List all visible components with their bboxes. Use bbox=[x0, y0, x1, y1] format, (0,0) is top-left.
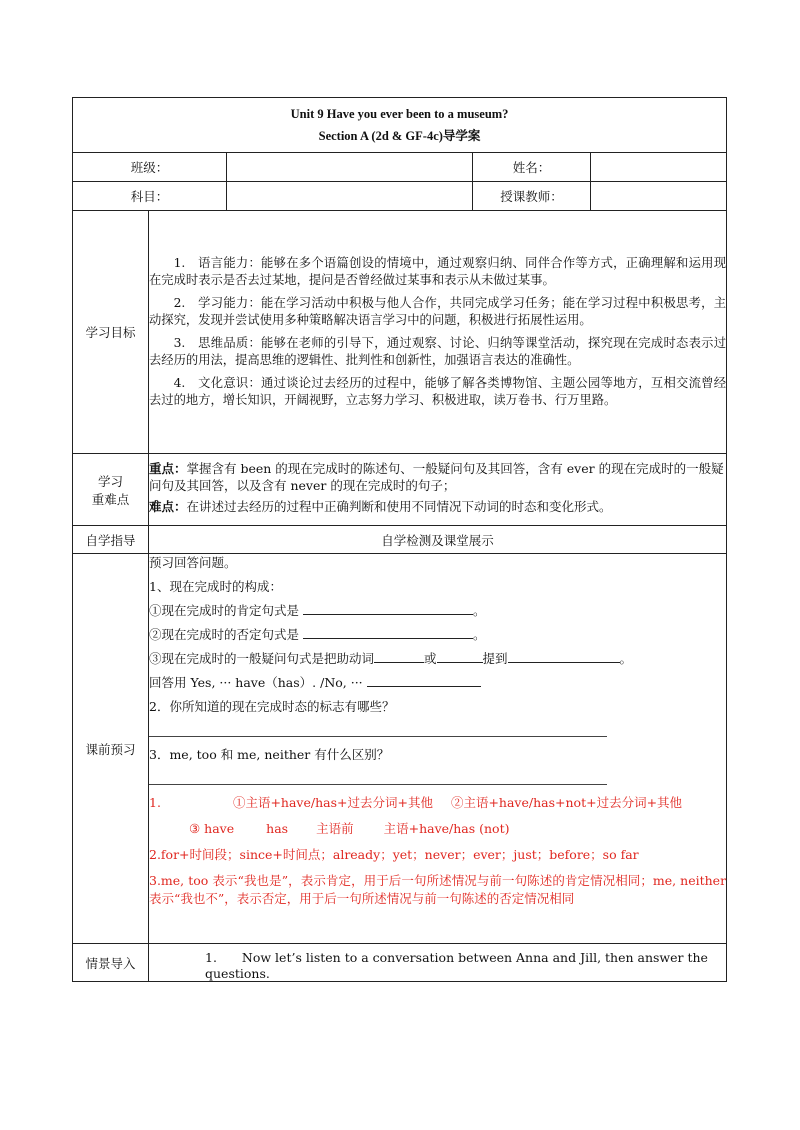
keypoints-content bbox=[149, 454, 727, 526]
question-1a-text: ①现在完成时的肯定句式是 bbox=[149, 603, 300, 618]
subject-label: 科目： bbox=[73, 182, 227, 211]
scene-label: 情景导入 bbox=[73, 944, 149, 982]
name-field[interactable] bbox=[591, 153, 727, 182]
question-1d bbox=[149, 674, 726, 691]
answer-1-part-4: has bbox=[266, 821, 289, 836]
guide-row bbox=[73, 526, 727, 554]
answer-2: 2.for+时间段；since+时间点；already；yet；never；ever；just；before；so far bbox=[149, 847, 639, 862]
answer-1-line-2 bbox=[149, 820, 726, 837]
focus-label: 重点： bbox=[149, 461, 187, 476]
difficulty-paragraph bbox=[149, 498, 726, 515]
title-line-1: Unit 9 Have you ever been to a museum? bbox=[290, 107, 509, 121]
worksheet-page bbox=[72, 97, 726, 982]
answer-blank-1c-1[interactable] bbox=[374, 650, 424, 663]
difficulty-label: 难点： bbox=[149, 499, 187, 514]
preview-intro: 预习回答问题。 bbox=[149, 555, 237, 570]
info-row-2 bbox=[73, 182, 727, 211]
title-line-2: Section A (2d & GF-4c)导学案 bbox=[318, 129, 481, 143]
question-1c-text: ③现在完成时的一般疑问句式是把助动词 bbox=[149, 651, 375, 666]
keypoints-row bbox=[73, 454, 727, 526]
answer-blank-1a[interactable] bbox=[303, 602, 473, 615]
period-1b: 。 bbox=[473, 627, 486, 642]
teacher-label: 授课教师： bbox=[473, 182, 591, 211]
class-field[interactable] bbox=[227, 153, 473, 182]
answer-1-part-5: 主语前 bbox=[316, 821, 354, 836]
answer-3: 3.me, too 表示“我也是”，表示肯定，用于后一句所述情况与前一句陈述的肯定情况相同；me, neither 表示“我也不”，表示否定，用于后一句所述情况与前一句陈述的否定情况相同 bbox=[149, 873, 727, 906]
answer-blank-1c-3[interactable] bbox=[508, 650, 620, 663]
answer-1-num: 1. bbox=[149, 795, 161, 810]
guide-header: 自学检测及课堂展示 bbox=[149, 526, 727, 554]
answer-1-part-1: ①主语+have/has+过去分词+其他 bbox=[232, 795, 433, 810]
keypoints-label bbox=[73, 454, 149, 526]
question-2: 2．你所知道的现在完成时态的标志有哪些？ bbox=[149, 699, 395, 714]
keypoints-label-line-2: 重难点 bbox=[91, 491, 130, 507]
objectives-label: 学习目标 bbox=[73, 211, 149, 454]
name-label: 姓名： bbox=[473, 153, 591, 182]
objective-item-4: 4. 文化意识：通过谈论过去经历的过程中，能够了解各类博物馆、主题公园等地方，互相交流曾经去过的地方，增长知识，开阔视野，立志努力学习、积极进取，读万卷书、行万里路。 bbox=[149, 376, 727, 407]
period-1c: 。 bbox=[619, 651, 633, 666]
question-1: 1、现在完成时的构成： bbox=[149, 579, 282, 594]
period-1a: 。 bbox=[473, 603, 486, 618]
answer-blank-1d[interactable] bbox=[367, 674, 481, 687]
question-1a bbox=[149, 602, 726, 619]
preview-row bbox=[73, 554, 727, 944]
objective-item-1: 1. 语言能力：能够在多个语篇创设的情境中，通过观察归纳、同伴合作等方式，正确理解和运用现在完成时表示是否去过某地，提问是否曾经做过某事和表示从未做过某事。 bbox=[149, 256, 727, 287]
question-1b-text: ②现在完成时的否定句式是 bbox=[149, 627, 300, 642]
scene-row bbox=[73, 944, 727, 982]
subject-field[interactable] bbox=[227, 182, 473, 211]
question-1c-or: 或 bbox=[424, 651, 437, 666]
scene-content: 1. Now let’s listen to a conversation between Anna and Jill, then answer the questions. bbox=[149, 944, 727, 982]
keypoints-label-line-1: 学习 bbox=[97, 473, 123, 489]
answer-blank-1b[interactable] bbox=[303, 626, 473, 639]
preview-label: 课前预习 bbox=[73, 554, 149, 944]
focus-paragraph bbox=[149, 460, 726, 494]
preview-content bbox=[149, 554, 727, 944]
question-1c bbox=[149, 650, 726, 667]
worksheet-table bbox=[72, 97, 727, 982]
info-row-1 bbox=[73, 153, 727, 182]
title-cell bbox=[73, 98, 727, 153]
answer-1-part-6: 主语+have/has (not) bbox=[383, 821, 510, 836]
answer-blank-1c-2[interactable] bbox=[437, 650, 483, 663]
answer-line-2[interactable] bbox=[149, 722, 607, 737]
answer-1-part-2: ②主语+have/has+not+过去分词+其他 bbox=[450, 795, 683, 810]
question-1b bbox=[149, 626, 726, 643]
title-row bbox=[73, 98, 727, 153]
question-1d-text: 回答用 Yes, ··· have（has）. /No, ··· bbox=[149, 675, 363, 690]
class-label: 班级： bbox=[73, 153, 227, 182]
answer-1-line-1 bbox=[149, 794, 726, 811]
objectives-row bbox=[73, 211, 727, 454]
focus-text: 掌握含有 been 的现在完成时的陈述句、一般疑问句及其回答，含有 ever 的现在完成时的一般疑问句及其回答，以及含有 never 的现在完成时的句子； bbox=[149, 461, 724, 493]
teacher-field[interactable] bbox=[591, 182, 727, 211]
objective-item-3: 3. 思维品质：能够在老师的引导下，通过观察、讨论、归纳等课堂活动，探究现在完成时态表示过去经历的用法，提高思维的逻辑性、批判性和创新性，加强语言表达的准确性。 bbox=[149, 336, 727, 367]
difficulty-text: 在讲述过去经历的过程中正确判断和使用不同情况下动词的时态和变化形式。 bbox=[186, 499, 612, 514]
guide-label: 自学指导 bbox=[73, 526, 149, 554]
objectives-content bbox=[149, 211, 727, 454]
answer-line-3[interactable] bbox=[149, 770, 607, 785]
question-1c-to: 提到 bbox=[482, 651, 508, 666]
question-3: 3．me, too 和 me, neither 有什么区别？ bbox=[149, 747, 390, 762]
objective-item-2: 2. 学习能力：能在学习活动中积极与他人合作，共同完成学习任务；能在学习过程中积极思考，主动探究，发现并尝试使用多种策略解决语言学习中的问题，积极进行拓展性运用。 bbox=[149, 296, 727, 327]
answer-1-part-3: ③ have bbox=[189, 821, 235, 836]
